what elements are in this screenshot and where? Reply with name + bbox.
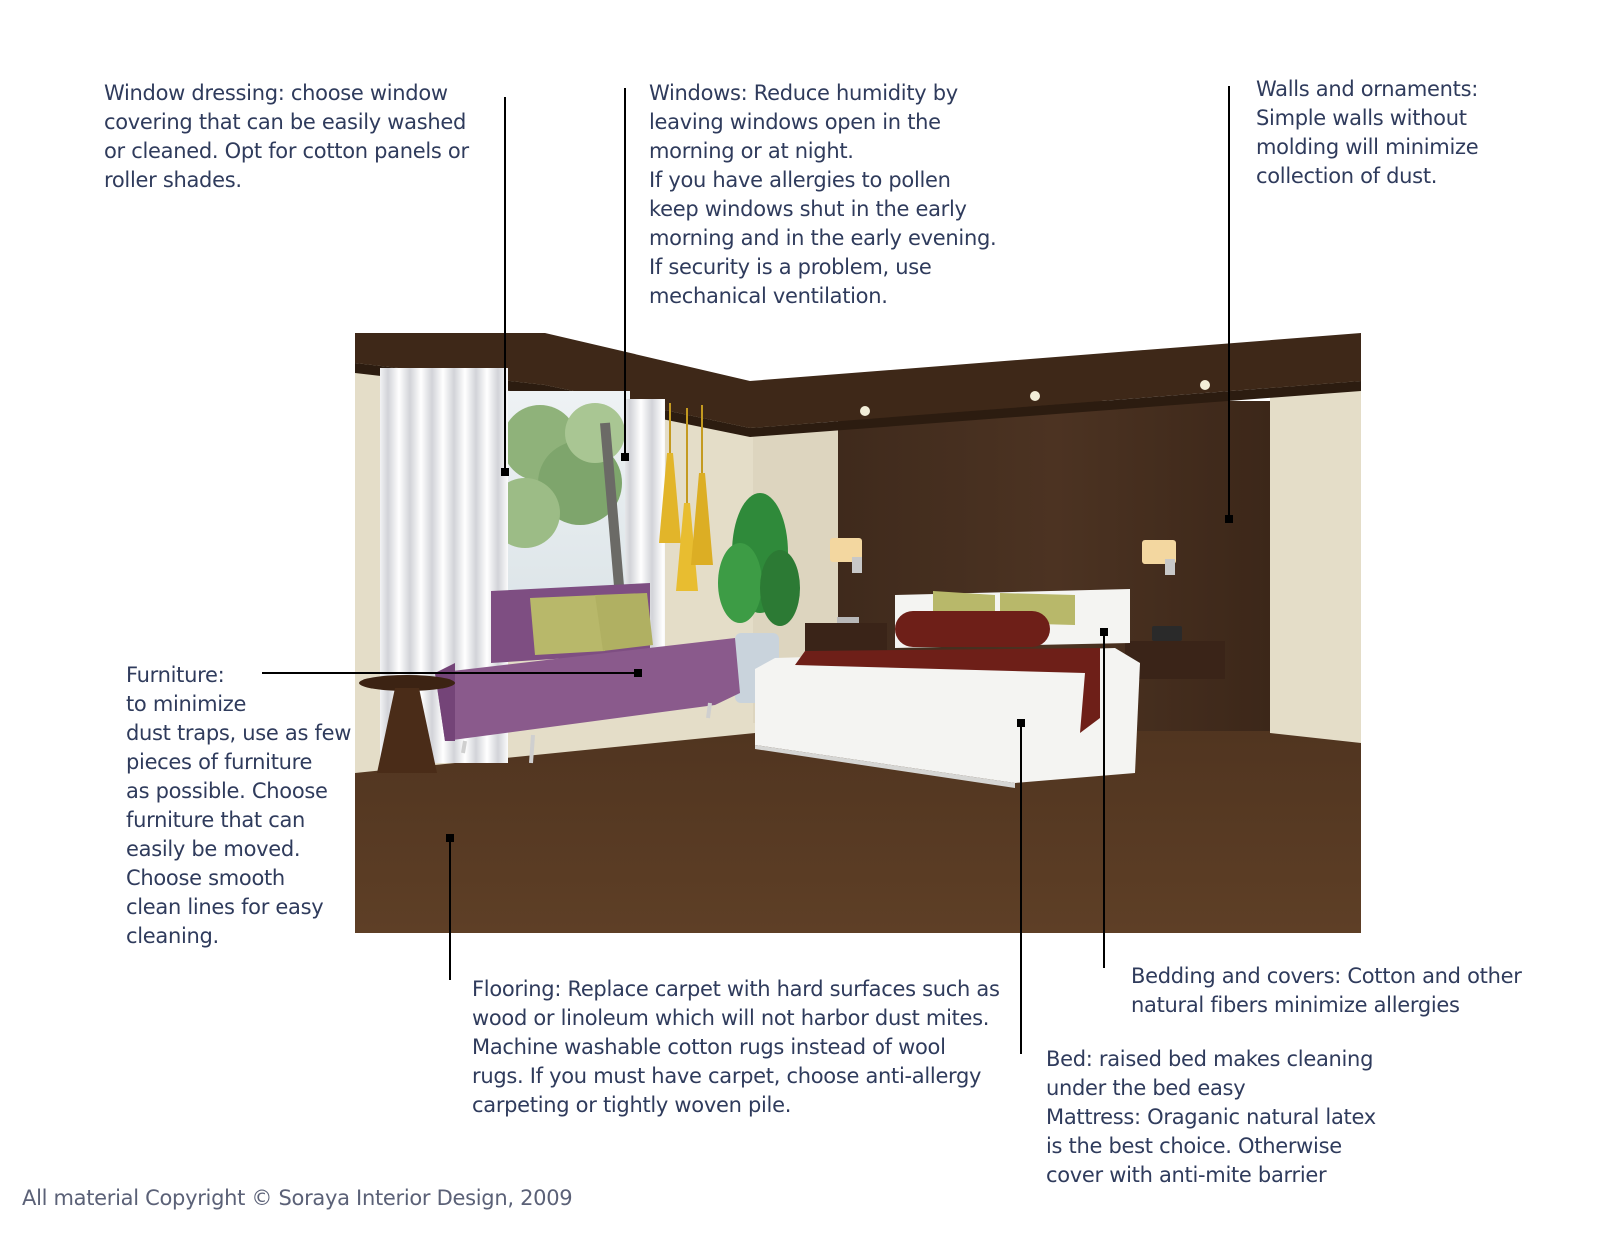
bedroom-illustration [355, 333, 1361, 933]
annotation-walls [1256, 75, 1478, 191]
annotation-bedding [1131, 962, 1522, 1020]
annotation-line: Walls and ornaments: [1256, 77, 1478, 101]
annotation-line: dust traps, use as few [126, 721, 352, 745]
annotation-line: Bed: raised bed makes cleaning [1046, 1047, 1374, 1071]
annotation-line: Simple walls without [1256, 106, 1467, 130]
annotation-line: morning and in the early evening. [649, 226, 997, 250]
annotation-line: Furniture: [126, 663, 225, 687]
copyright-notice: All material Copyright © Soraya Interior Design, 2009 [22, 1186, 573, 1210]
annotation-line: or cleaned. Opt for cotton panels or [104, 139, 469, 163]
annotation-line: is the best choice. Otherwise [1046, 1134, 1342, 1158]
annotation-line: Mattress: Oraganic natural latex [1046, 1105, 1376, 1129]
annotation-line: Choose smooth [126, 866, 285, 890]
nightstand-right [1125, 641, 1225, 679]
annotation-line: Windows: Reduce humidity by [649, 81, 958, 105]
annotation-line: furniture that can [126, 808, 306, 832]
annotation-line: natural fibers minimize allergies [1131, 993, 1460, 1017]
annotation-line: carpeting or tightly woven pile. [472, 1093, 792, 1117]
annotation-line: If security is a problem, use [649, 255, 932, 279]
annotation-line: If you have allergies to pollen [649, 168, 951, 192]
annotation-line: keep windows shut in the early [649, 197, 967, 221]
annotation-line: collection of dust. [1256, 164, 1438, 188]
annotation-windows [649, 79, 996, 311]
annotation-furniture [126, 661, 351, 951]
annotation-line: Window dressing: choose window [104, 81, 448, 105]
annotation-line: as possible. Choose [126, 779, 328, 803]
annotation-line: mechanical ventilation. [649, 284, 888, 308]
right-wall [1270, 375, 1361, 743]
annotation-line: cleaning. [126, 924, 219, 948]
annotation-line: Machine washable cotton rugs instead of wool [472, 1035, 946, 1059]
annotation-line: cover with anti-mite barrier [1046, 1163, 1327, 1187]
annotation-window-dressing [104, 79, 469, 195]
annotation-line: morning or at night. [649, 139, 854, 163]
annotation-line: covering that can be easily washed [104, 110, 467, 134]
annotation-line: roller shades. [104, 168, 242, 192]
annotation-line: Flooring: Replace carpet with hard surfaces such as [472, 977, 1000, 1001]
annotation-line: easily be moved. [126, 837, 301, 861]
nightstand-left [805, 623, 887, 651]
annotation-line: wood or linoleum which will not harbor dust mites. [472, 1006, 990, 1030]
annotation-flooring [472, 975, 1000, 1120]
annotation-line: rugs. If you must have carpet, choose anti-allergy [472, 1064, 982, 1088]
annotation-line: pieces of furniture [126, 750, 313, 774]
annotation-line: leaving windows open in the [649, 110, 941, 134]
annotation-line: under the bed easy [1046, 1076, 1246, 1100]
annotation-line: Bedding and covers: Cotton and other [1131, 964, 1522, 988]
annotation-bed [1046, 1045, 1376, 1190]
annotation-line: clean lines for easy [126, 895, 324, 919]
annotation-line: molding will minimize [1256, 135, 1479, 159]
annotation-line: to minimize [126, 692, 247, 716]
telephone [1152, 626, 1182, 641]
